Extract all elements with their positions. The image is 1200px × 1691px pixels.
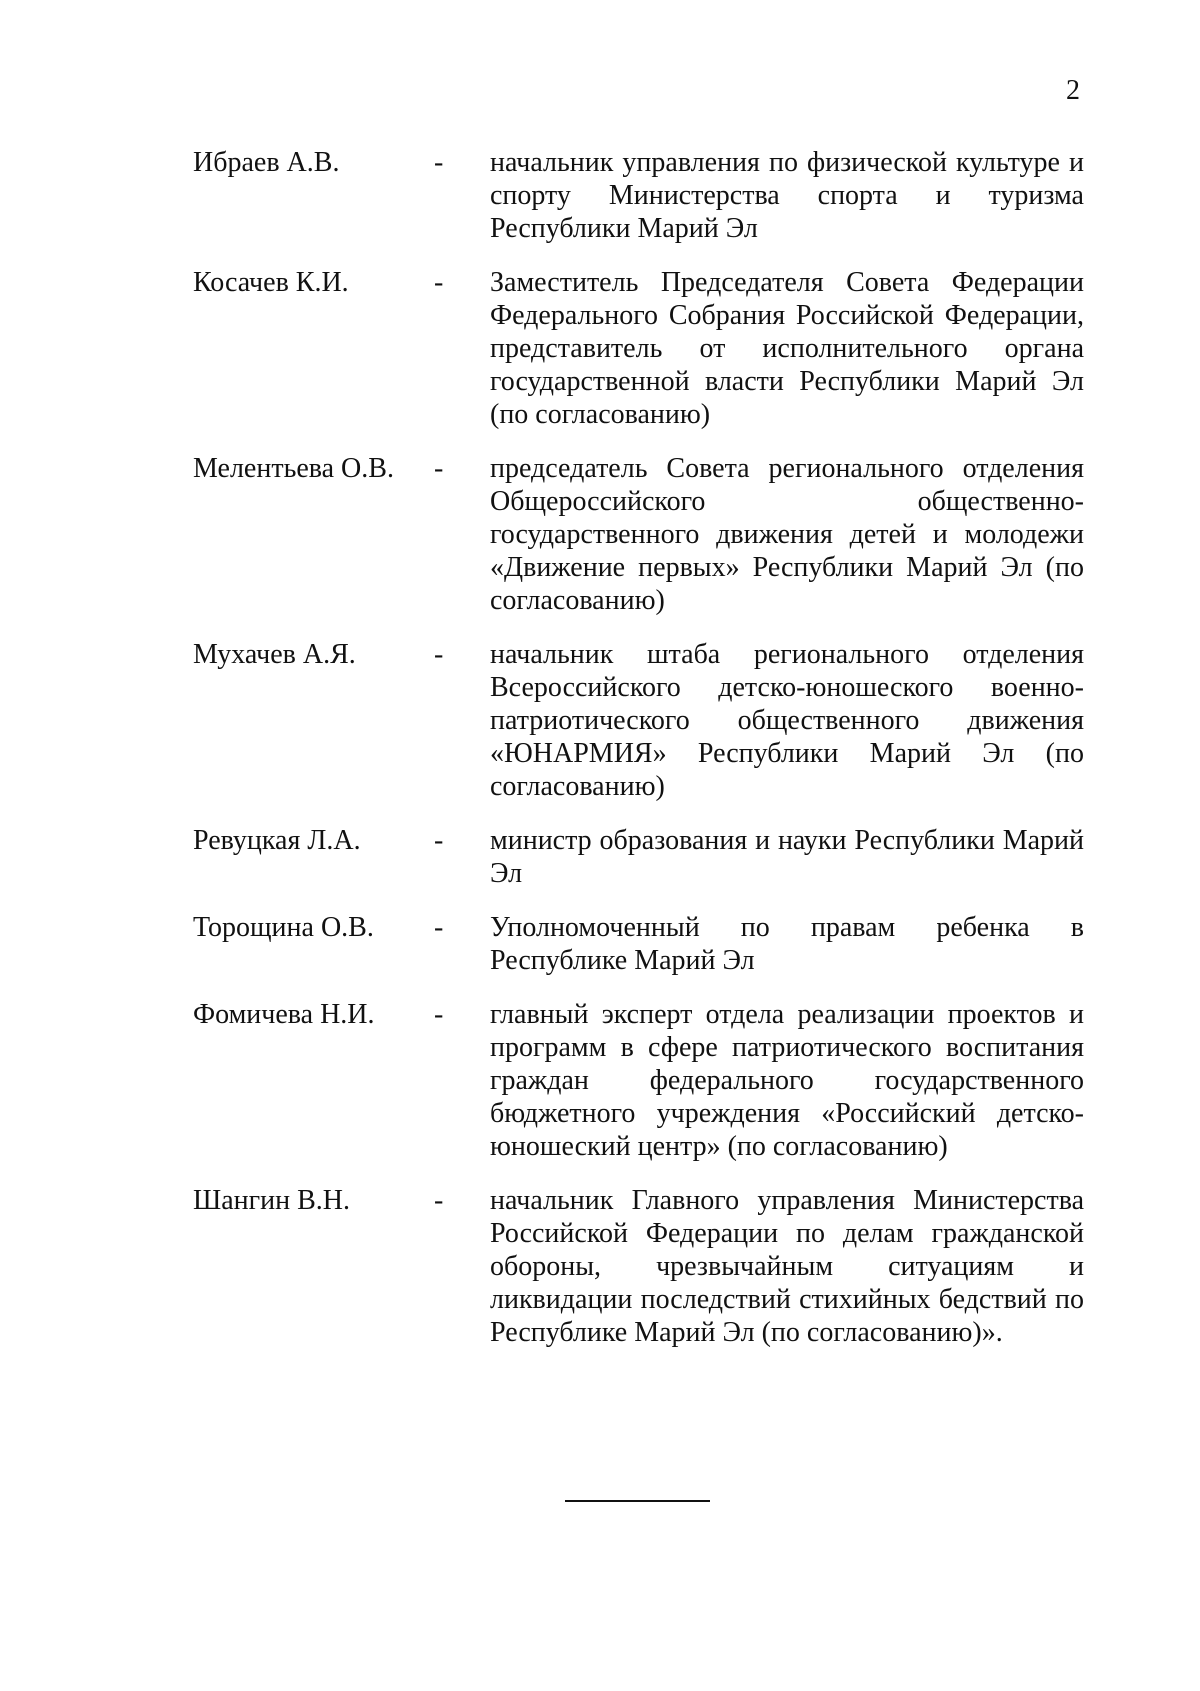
list-item [193, 266, 1083, 431]
member-dash: - [434, 267, 444, 298]
list-item [193, 638, 1083, 803]
closing-rule [565, 1500, 710, 1502]
member-role: председатель Совета регионального отделения Общероссийского общественно-государственного движения детей и молодежи «Движение первых» Республики Марий Эл (по согласованию) [490, 453, 1084, 616]
member-name: Ибраев А.В. [193, 147, 340, 178]
member-name: Фомичева Н.И. [193, 999, 375, 1030]
member-dash: - [434, 147, 444, 178]
list-item [193, 824, 1083, 890]
list-item [193, 452, 1083, 617]
list-item [193, 1184, 1083, 1349]
member-role: начальник управления по физической культуре и спорту Министерства спорта и туризма Республики Марий Эл [490, 147, 1084, 244]
member-role: главный эксперт отдела реализации проектов и программ в сфере патриотического воспитания граждан федерального государственного бюджетного учреждения «Российский детско-юношеский центр» (по согласованию) [490, 999, 1084, 1162]
list-item [193, 911, 1083, 977]
member-name: Ревуцкая Л.А. [193, 825, 361, 856]
member-dash: - [434, 912, 444, 943]
member-dash: - [434, 1185, 444, 1216]
member-role: Уполномоченный по правам ребенка в Республике Марий Эл [490, 912, 1084, 976]
member-dash: - [434, 999, 444, 1030]
member-role: Заместитель Председателя Совета Федерации Федерального Собрания Российской Федерации, представитель от исполнительного органа государственной власти Республики Марий Эл (по согласованию) [490, 267, 1084, 430]
members-list [193, 146, 1083, 1370]
member-name: Косачев К.И. [193, 267, 349, 298]
member-name: Шангин В.Н. [193, 1185, 351, 1216]
list-item [193, 998, 1083, 1163]
member-dash: - [434, 825, 444, 856]
member-name: Торощина О.В. [193, 912, 374, 943]
member-dash: - [434, 453, 444, 484]
page-number: 2 [1066, 75, 1080, 106]
list-item [193, 146, 1083, 245]
member-role: начальник Главного управления Министерства Российской Федерации по делам гражданской обороны, чрезвычайным ситуациям и ликвидации последствий стихийных бедствий по Республике Марий Эл (по согласованию)». [490, 1185, 1084, 1348]
member-role: начальник штаба регионального отделения Всероссийского детско-юношеского военно-патриотического общественного движения «ЮНАРМИЯ» Республики Марий Эл (по согласованию) [490, 639, 1084, 802]
member-role: министр образования и науки Республики Марий Эл [490, 825, 1084, 889]
member-name: Мелентьева О.В. [193, 453, 394, 484]
member-name: Мухачев А.Я. [193, 639, 356, 670]
member-dash: - [434, 639, 444, 670]
